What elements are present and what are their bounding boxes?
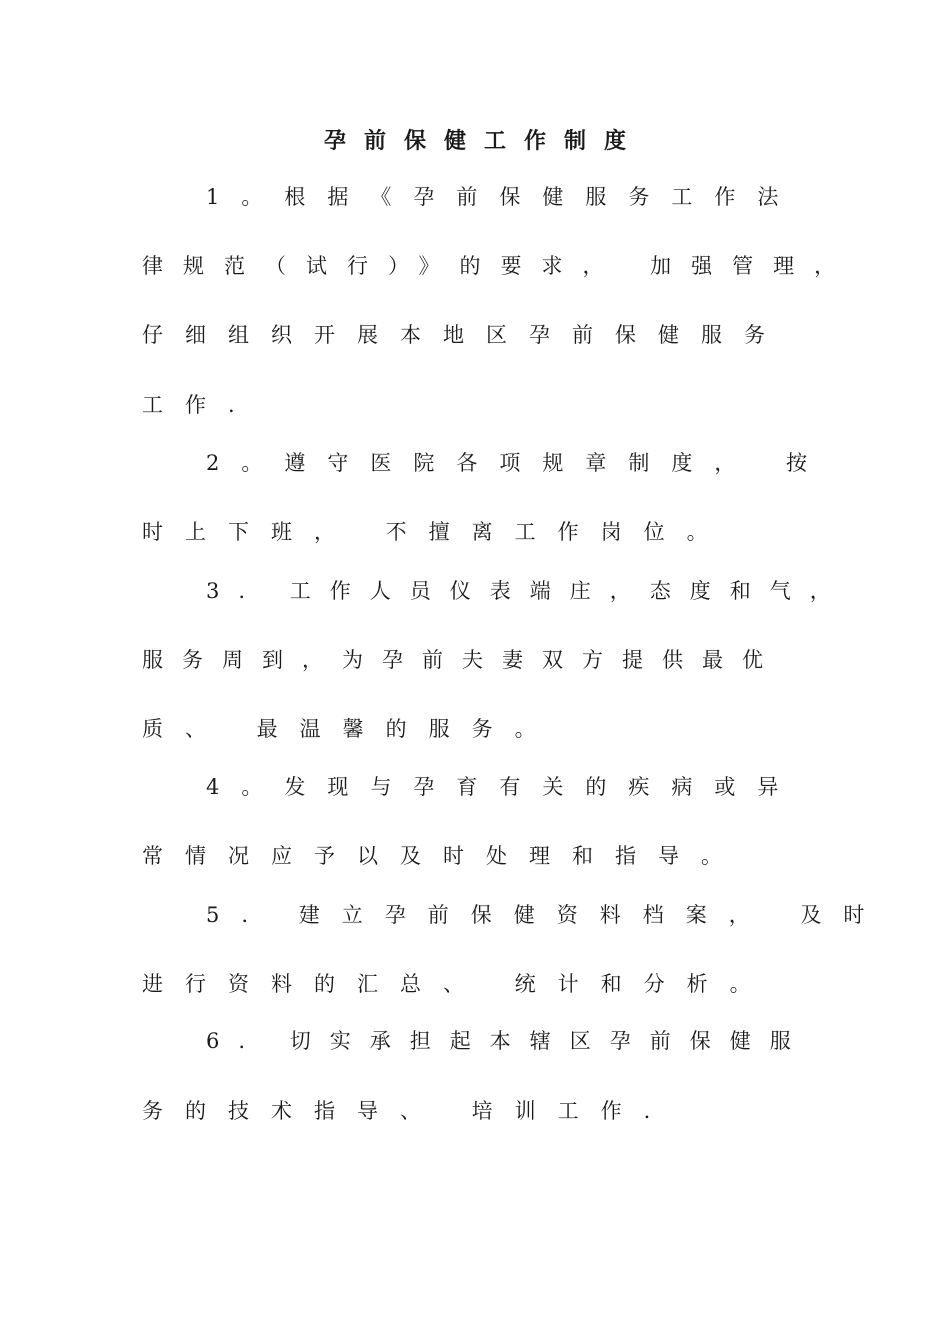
paragraph-4-line-1: 4。发现与孕育有关的疾病或异 xyxy=(206,775,801,799)
paragraph-5-line-1: 5. 建立孕前保健资料档案， 及时 xyxy=(206,903,887,927)
paragraph-2-line-2: 时上下班， 不擅离工作岗位。 xyxy=(142,520,730,544)
paragraph-4-line-2: 常情况应予以及时处理和指导。 xyxy=(142,844,744,868)
paragraph-2-line-1: 2。遵守医院各项规章制度， 按 xyxy=(206,451,830,475)
paragraph-1-line-2: 律规范（试行）》的要求， 加强管理， xyxy=(142,254,856,278)
paragraph-5-line-2: 进行资料的汇总、 统计和分析。 xyxy=(142,972,773,996)
paragraph-6-line-1: 6. 切实承担起本辖区孕前保健服 xyxy=(206,1029,810,1053)
paragraph-1-line-4: 工作. xyxy=(142,393,257,417)
paragraph-3-line-2: 服务周到，为孕前夫妻双方提供最优 xyxy=(142,648,782,672)
document-title: 孕前保健工作制度 xyxy=(323,128,644,154)
paragraph-3-line-3: 质、 最温馨的服务。 xyxy=(142,717,558,741)
paragraph-6-line-2: 务的技术指导、 培训工作. xyxy=(142,1099,673,1123)
paragraph-3-line-1: 3. 工作人员仪表端庄，态度和气， xyxy=(206,579,850,603)
paragraph-1-line-1: 1。根据《孕前保健服务工作法 xyxy=(206,185,801,209)
paragraph-1-line-3: 仔细组织开展本地区孕前保健服务 xyxy=(142,323,787,347)
